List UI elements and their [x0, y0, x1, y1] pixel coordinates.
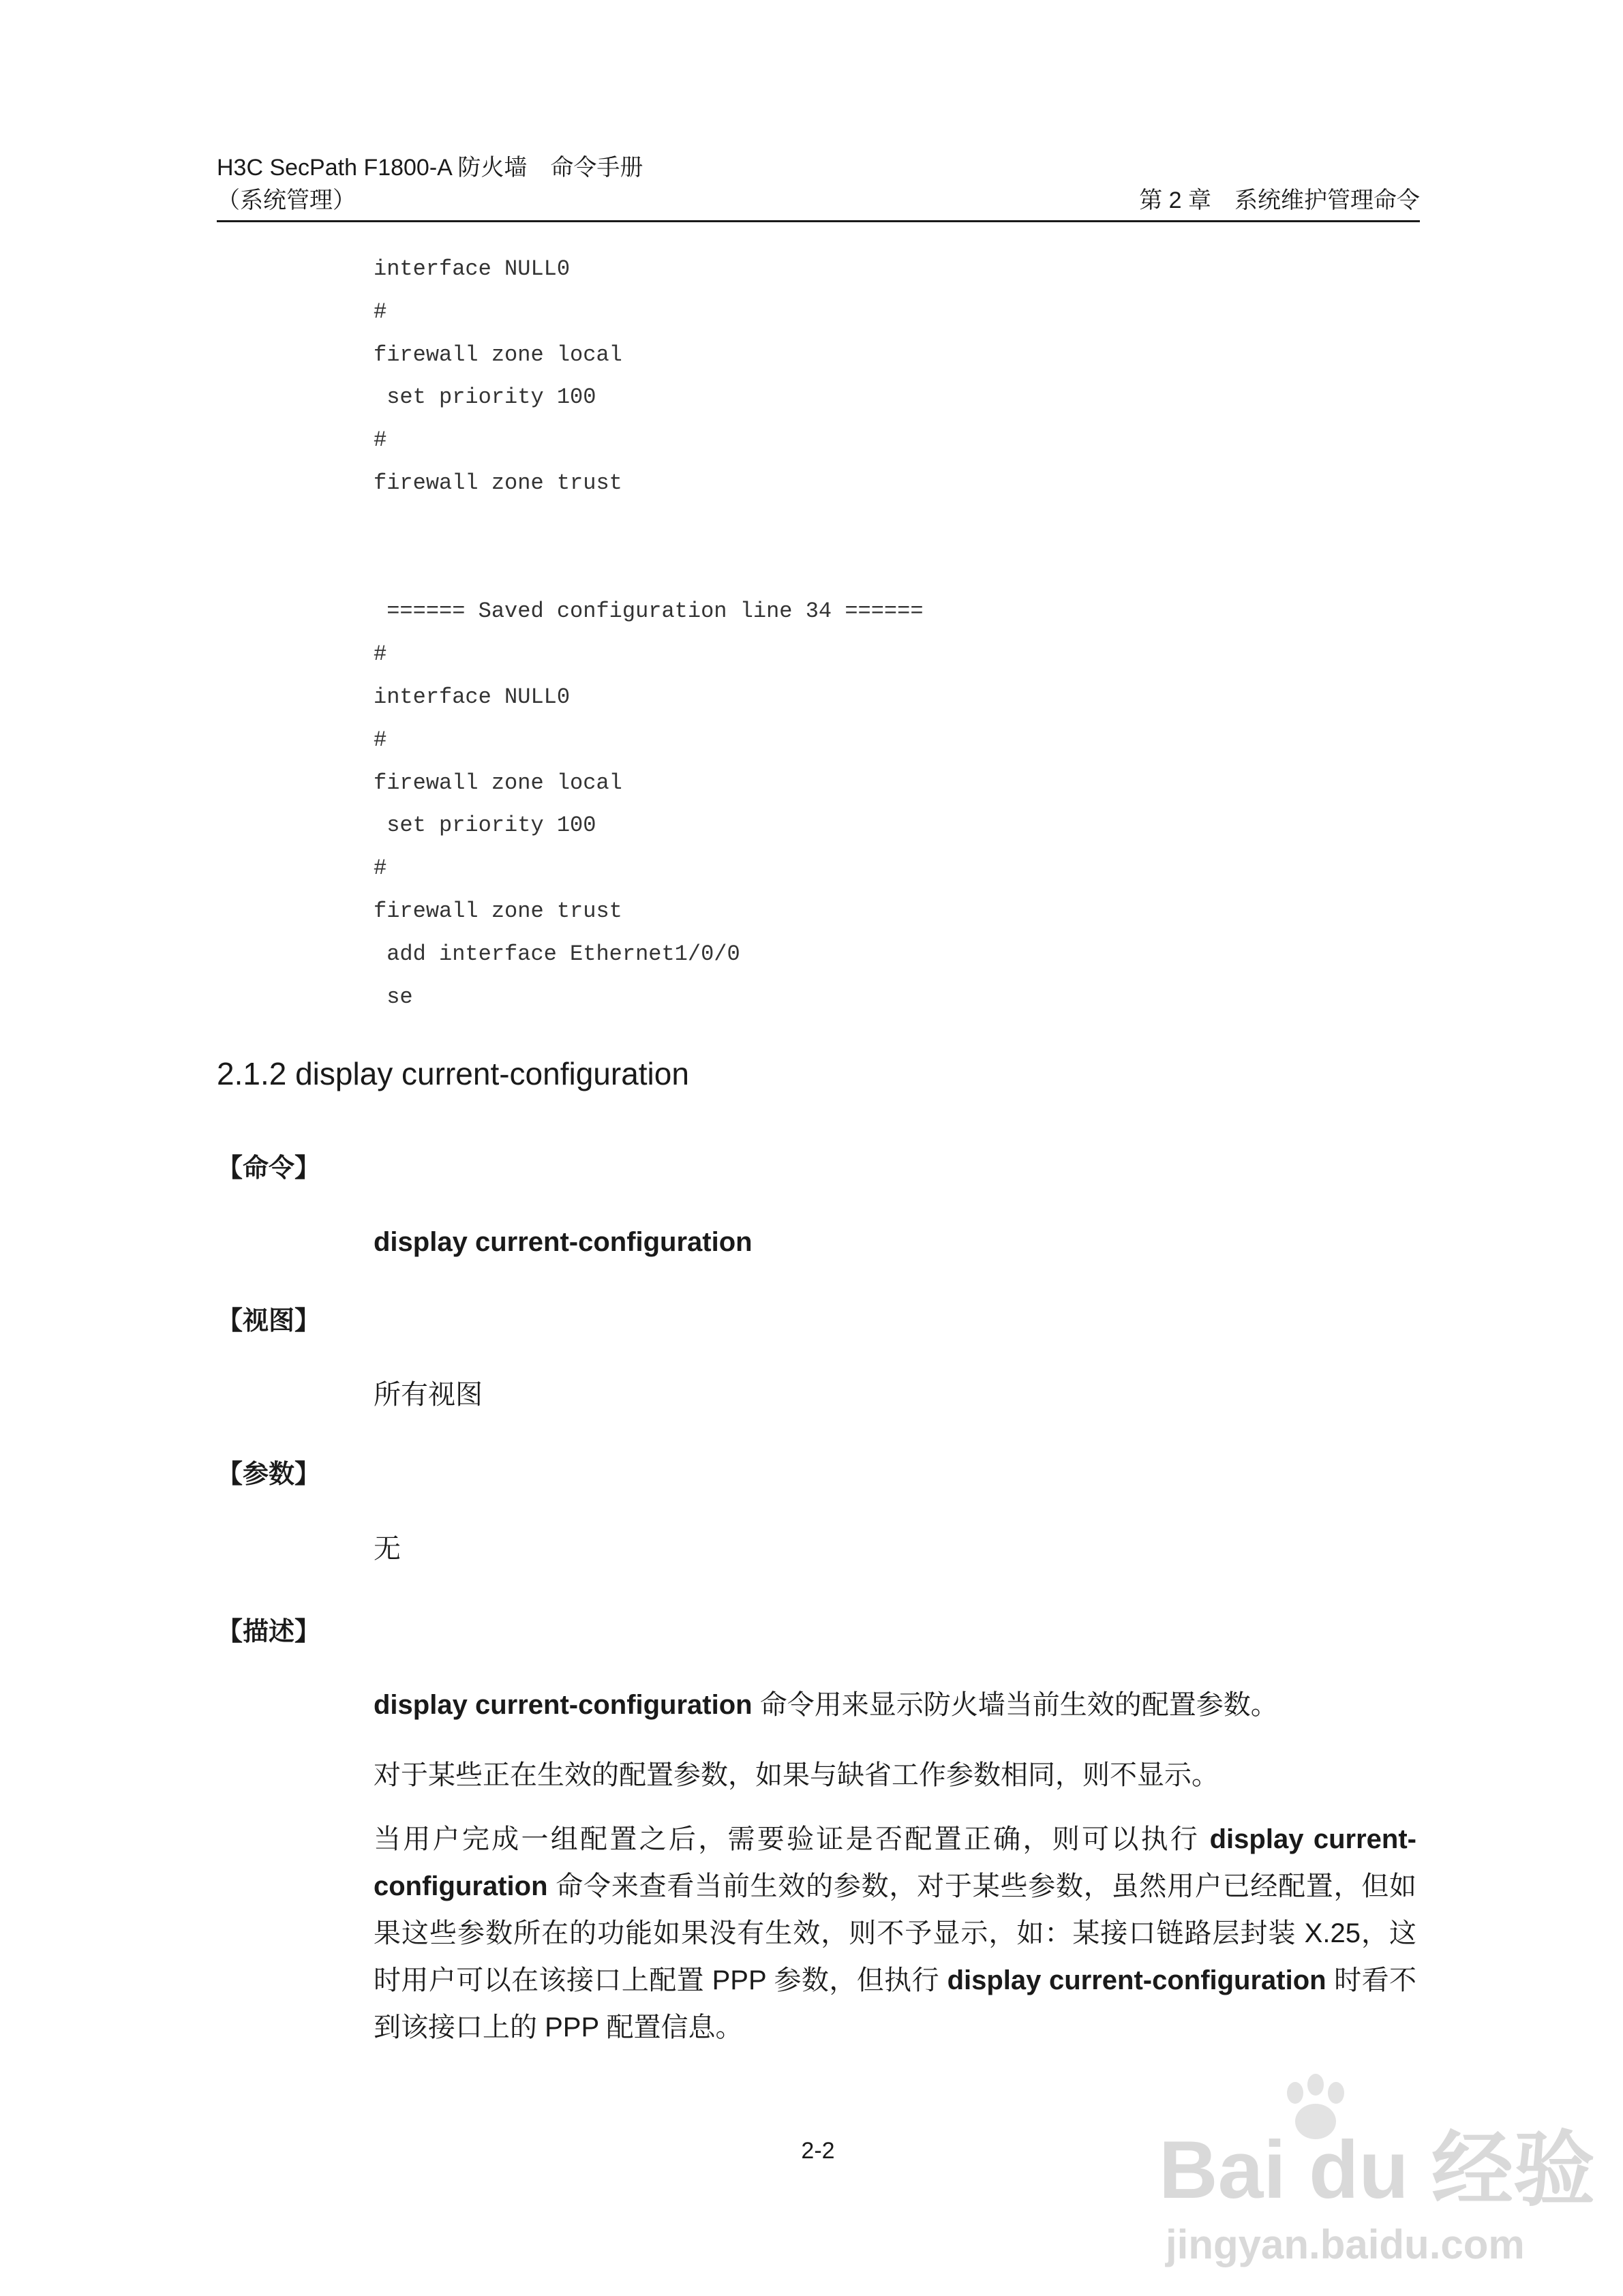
code-line: set priority 100: [374, 384, 596, 410]
header-title: H3C SecPath F1800-A 防火墙 命令手册: [217, 155, 643, 181]
code-line: #: [374, 856, 387, 881]
code-line: firewall zone trust: [374, 470, 622, 496]
description-command-3a: display current-configuration: [374, 1824, 1416, 1901]
section-heading: 2.1.2 display current-configuration: [217, 1056, 689, 1091]
view-value: 所有视图: [374, 1380, 483, 1410]
code-line: firewall zone trust: [374, 898, 622, 924]
description-paragraph-2: 对于某些正在生效的配置参数，如果与缺省工作参数相同，则不显示。: [374, 1760, 1219, 1790]
code-line: ====== Saved configuration line 34 ======: [374, 599, 924, 624]
code-line: firewall zone local: [374, 342, 622, 367]
watermark-brand: Bai du 经验: [1159, 2124, 1596, 2216]
code-line: set priority 100: [374, 813, 596, 838]
header-divider: [217, 220, 1420, 222]
baidu-watermark: [1159, 2072, 1596, 2277]
command-label: 【命令】: [217, 1154, 321, 1183]
description-text-3b: 命令来查看当前生效的参数，对于某些参数，虽然用户已经配置，但如果这些参数所在的功能如果没有生效，则不予显示，如：某接口链路层封装 X.25，这时用户可以在该接口上配置 PPP 参数，但执行: [374, 1871, 1416, 1995]
code-line: se: [374, 984, 413, 1010]
watermark-url: jingyan.baidu.com: [1166, 2222, 1525, 2267]
description-label: 【描述】: [217, 1618, 321, 1646]
view-label: 【视图】: [217, 1307, 321, 1335]
code-line: interface NULL0: [374, 256, 571, 282]
header-chapter: 第 2 章 系统维护管理命令: [1139, 187, 1420, 213]
code-line: #: [374, 299, 387, 324]
code-line: #: [374, 641, 387, 667]
code-line: #: [374, 427, 387, 453]
description-paragraph-3: [374, 1816, 1416, 2051]
description-text-3a: 当用户完成一组配置之后，需要验证是否配置正确，则可以执行: [374, 1824, 1210, 1854]
description-text-1: 命令用来显示防火墙当前生效的配置参数。: [752, 1690, 1278, 1720]
header-subtitle: （系统管理）: [217, 187, 356, 213]
description-command-3b: display current-configuration: [947, 1965, 1326, 1995]
code-line: firewall zone local: [374, 770, 622, 796]
description-paragraph-1: [374, 1689, 1278, 1721]
code-line: #: [374, 727, 387, 753]
page-number: 2-2: [801, 2138, 835, 2164]
code-line: add interface Ethernet1/0/0: [374, 941, 740, 967]
description-text-3c: 时看不到该接口上的 PPP 配置信息。: [374, 1965, 1416, 2042]
params-value: 无: [374, 1534, 401, 1564]
params-label: 【参数】: [217, 1460, 321, 1489]
description-command-1: display current-configuration: [374, 1690, 753, 1720]
command-syntax: display current-configuration: [374, 1227, 753, 1257]
code-line: interface NULL0: [374, 684, 571, 710]
